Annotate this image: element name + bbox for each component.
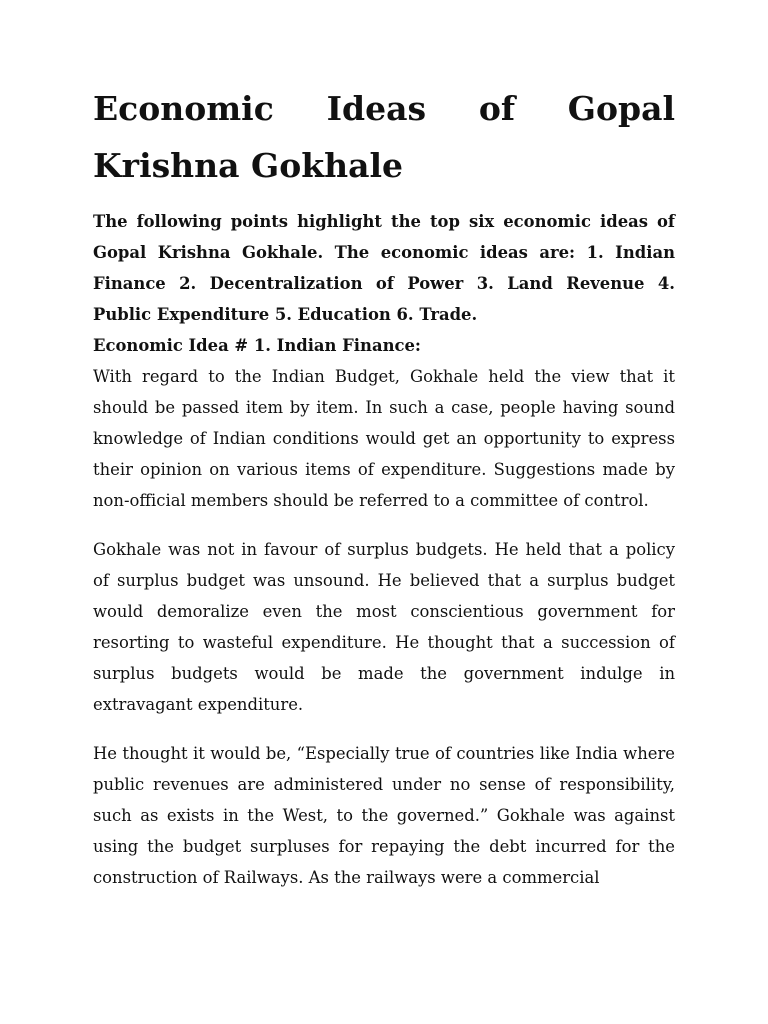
body-paragraph-2: Gokhale was not in favour of surplus budgets. He held that a policy of surplus budget was unsound. He believed that a surplus budget would demoralize even the most conscientious government for resorting to wasteful expenditure. He thought that a succession of surplus budgets would be made the government indulge in extravagant expenditure. xyxy=(93,540,675,714)
section-heading: Economic Idea # 1. Indian Finance: xyxy=(93,336,421,355)
summary-paragraph: The following points highlight the top six economic ideas of Gopal Krishna Gokhale. The economic ideas are: 1. Indian Finance 2. Decentralization of Power 3. Land Revenue 4. Public Expenditure 5. Education 6. Trade. xyxy=(93,212,675,324)
document-page xyxy=(93,80,675,911)
document-title: Economic Ideas of Gopal Krishna Gokhale xyxy=(93,89,675,185)
body-paragraph-1: With regard to the Indian Budget, Gokhale held the view that it should be passed item by item. In such a case, people having sound knowledge of Indian conditions would get an opportunity to express their opinion on various items of expenditure. Suggestions made by non-official members should be referred to a committee of control. xyxy=(93,367,675,510)
body-paragraph-3: He thought it would be, “Especially true of countries like India where public revenues are administered under no sense of responsibility, such as exists in the West, to the governed.” Gokhale was against using the budget surpluses for repaying the debt incurred for the construction of Railways. As the railways were a commercial xyxy=(93,744,675,887)
